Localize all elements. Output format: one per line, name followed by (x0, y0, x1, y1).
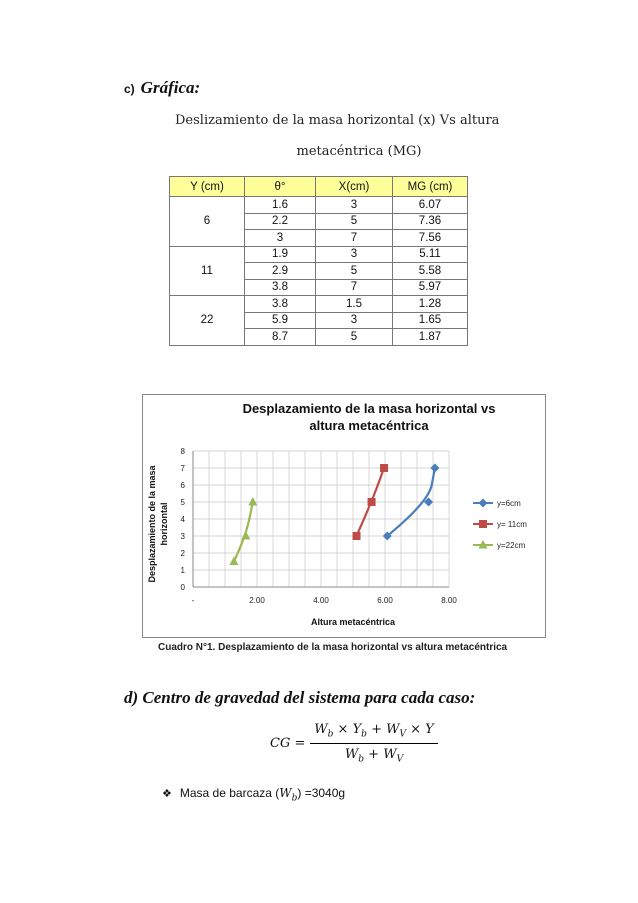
x-tick-label: 2.00 (249, 596, 265, 605)
y-tick-label: 0 (180, 583, 185, 592)
y-axis-label-line-2: horizontal (159, 502, 169, 546)
cell-mg: 5.11 (393, 246, 468, 263)
header-theta: θ° (245, 177, 316, 197)
header-x: X(cm) (316, 177, 393, 197)
x-tick-label: 4.00 (313, 596, 329, 605)
cell-theta: 5.9 (245, 312, 316, 329)
y-tick-label: 8 (180, 447, 185, 456)
cell-theta: 3.8 (245, 279, 316, 296)
cell-theta: 2.9 (245, 263, 316, 280)
cell-theta: 3 (245, 230, 316, 247)
legend-label: y=22cm (497, 541, 526, 550)
legend-marker (479, 499, 488, 508)
cell-mg: 1.28 (393, 296, 468, 313)
cell-mg: 5.58 (393, 263, 468, 280)
cell-x: 5 (316, 213, 393, 230)
data-table (169, 176, 468, 346)
data-point (229, 557, 238, 566)
y-tick-label: 4 (180, 515, 185, 524)
cell-y: 22 (170, 296, 245, 346)
formula-numerator: $W_b \times Y_b + W_V \times Y$ (314, 722, 434, 740)
table-row (170, 246, 468, 263)
y-tick-label: 2 (180, 549, 185, 558)
cell-y: 11 (170, 246, 245, 296)
y-tick-label: 1 (180, 566, 185, 575)
x-tick-label: - (191, 596, 195, 605)
x-tick-label: 8.00 (441, 596, 457, 605)
y-tick-label: 5 (180, 498, 185, 507)
y-axis-label-line-1: Desplazamiento de la masa (147, 465, 157, 583)
y-tick-label: 6 (180, 481, 185, 490)
data-point (241, 531, 250, 540)
chart-container (142, 394, 546, 638)
bullet-subscript: b (291, 793, 298, 804)
cell-mg: 7.56 (393, 230, 468, 247)
cell-theta: 1.6 (245, 197, 316, 214)
x-axis-label: Altura metacéntrica (310, 617, 396, 627)
section-d-heading: d) Centro de gravedad del sistema para cada caso: (124, 688, 476, 707)
legend-label: y= 11cm (497, 520, 527, 529)
diamond-bullet-icon: ❖ (162, 788, 172, 800)
cell-theta: 3.8 (245, 296, 316, 313)
x-tick-label: 6.00 (377, 596, 393, 605)
legend-label: y=6cm (497, 499, 521, 508)
data-point (430, 464, 439, 473)
data-point (380, 464, 388, 472)
cell-mg: 7.36 (393, 213, 468, 230)
header-y: Y (cm) (170, 177, 245, 197)
legend-marker (479, 520, 487, 528)
formula-fraction (310, 722, 438, 765)
formula-denominator: $W_b + W_V$ (344, 747, 404, 765)
bullet-suffix: ) =3040g (297, 786, 346, 800)
cell-y: 6 (170, 197, 245, 247)
cell-mg: 6.07 (393, 197, 468, 214)
cell-x: 3 (316, 312, 393, 329)
cell-mg: 5.97 (393, 279, 468, 296)
cell-theta: 2.2 (245, 213, 316, 230)
y-tick-label: 7 (180, 464, 185, 473)
cell-x: 3 (316, 246, 393, 263)
bullet-symbol: W (279, 786, 292, 800)
fraction-bar (310, 743, 438, 744)
series-line-2 (234, 502, 253, 562)
cell-mg: 1.87 (393, 329, 468, 346)
cell-theta: 1.9 (245, 246, 316, 263)
bullet-prefix: Masa de barcaza ( (179, 786, 280, 800)
cell-x: 7 (316, 279, 393, 296)
cell-x: 1.5 (316, 296, 393, 313)
data-point (368, 498, 376, 506)
cell-mg: 1.65 (393, 312, 468, 329)
section-title: Gráfica: (140, 78, 201, 97)
data-point (248, 497, 257, 506)
y-tick-label: 3 (180, 532, 185, 541)
chart-caption: Cuadro N°1. Desplazamiento de la masa horizontal vs altura metacéntrica (158, 642, 508, 653)
caption-line-2: metacéntrica (MG) (296, 144, 422, 159)
section-c-heading (124, 78, 200, 98)
scatter-chart (143, 395, 545, 637)
cell-theta: 8.7 (245, 329, 316, 346)
cell-x: 7 (316, 230, 393, 247)
bullet-barge-mass (162, 786, 345, 803)
table-row (170, 296, 468, 313)
table-row (170, 197, 468, 214)
table-caption (175, 105, 535, 167)
table-header-row (170, 177, 468, 197)
formula-lhs: CG = (270, 736, 306, 751)
cell-x: 5 (316, 329, 393, 346)
section-letter: c) (124, 82, 135, 96)
cell-x: 3 (316, 197, 393, 214)
cell-x: 5 (316, 263, 393, 280)
data-point (353, 532, 361, 540)
header-mg: MG (cm) (393, 177, 468, 197)
chart-title-line-2: altura metacéntrica (309, 418, 429, 433)
chart-title-line-1: Desplazamiento de la masa horizontal vs (242, 401, 496, 416)
caption-line-1: Deslizamiento de la masa horizontal (x) Vs altura (175, 113, 500, 128)
